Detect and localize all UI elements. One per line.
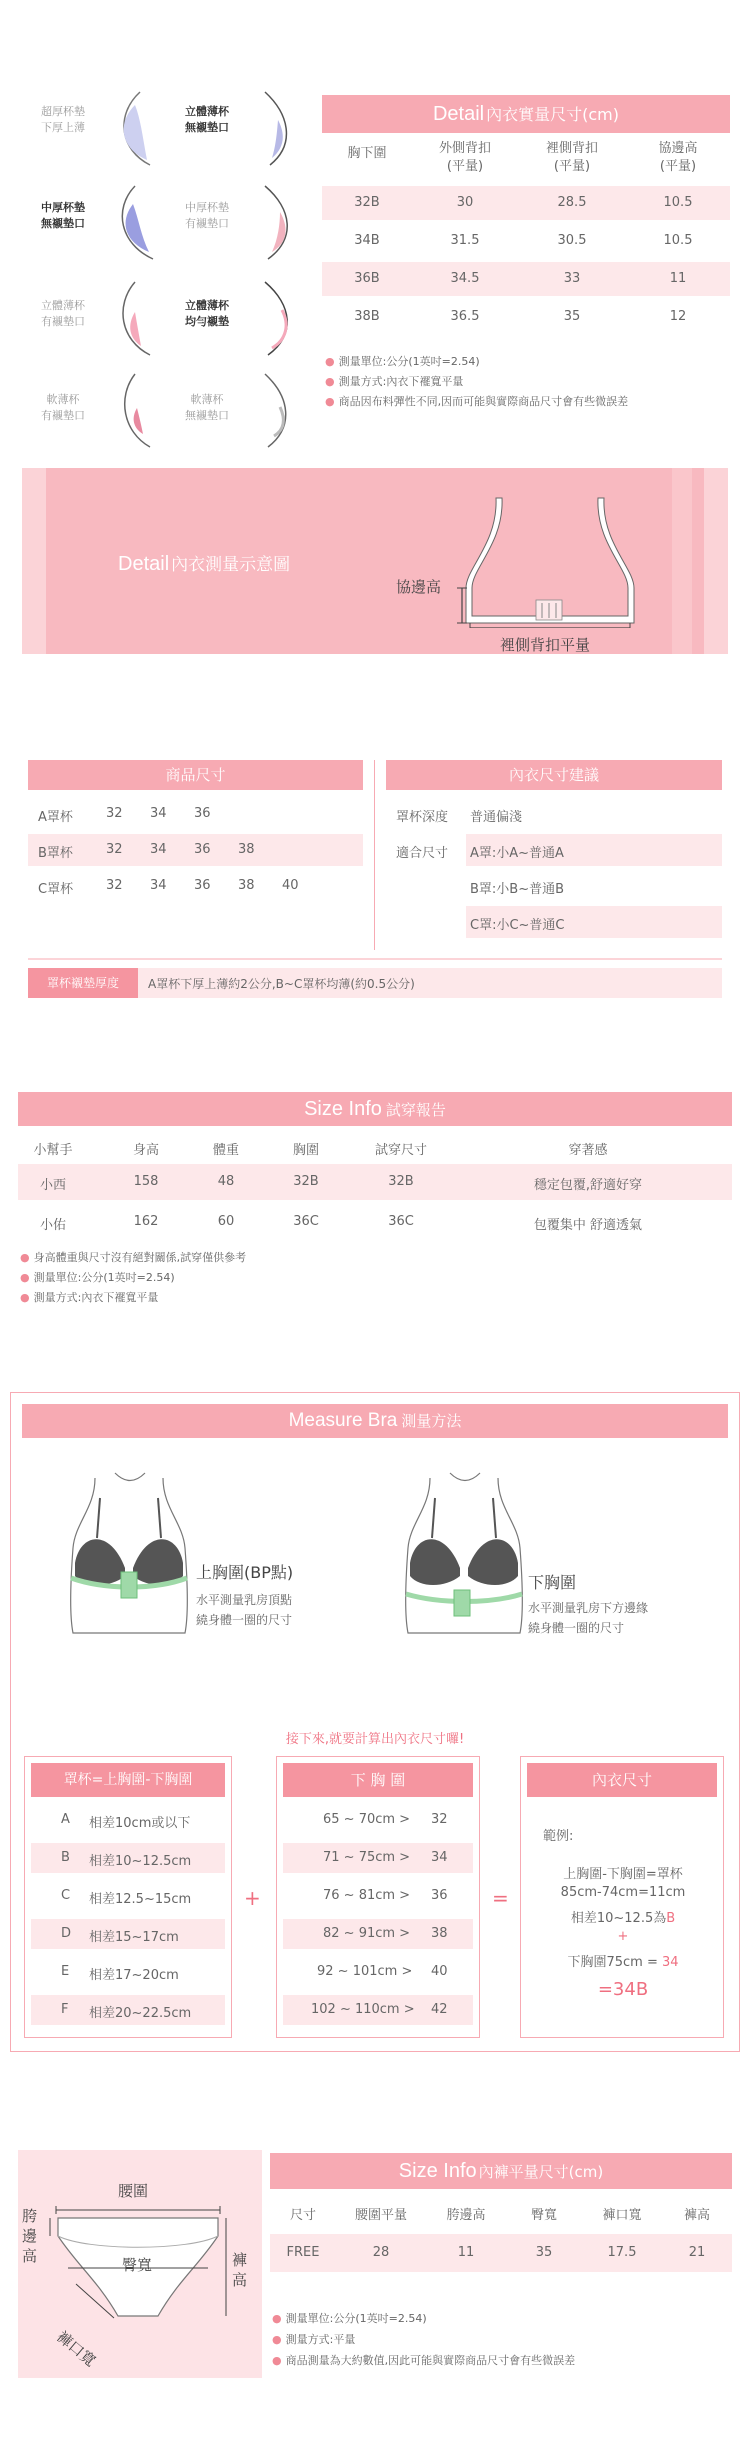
list-item: 82 ~ 91cm > 38: [283, 1919, 473, 1949]
panty-size-title-bar: Size Info 內褲平量尺寸(cm): [270, 2153, 732, 2189]
product-size-title: 商品尺寸: [28, 760, 363, 790]
list-item: A 相差10cm或以下: [61, 1812, 191, 1831]
measure-diagram-title: Detail 內衣測量示意圖: [118, 553, 291, 575]
detail-size-headers: 胸下圍 外側背扣 (平量) 裡側背扣 (平量) 協邊高 (平量): [347, 141, 698, 174]
fit-row-c: C罩:小C~普通C: [466, 906, 722, 938]
fit-report-title-bar: Size Info 試穿報告: [18, 1092, 732, 1126]
cup-label-2: 立體薄杯 無襯墊口: [185, 105, 229, 134]
detail-size-title-bar: Detail 內衣實量尺寸(cm): [322, 95, 730, 133]
label-waist: 腰圍: [118, 2182, 149, 2200]
cup-shape-1: [105, 90, 160, 170]
cup-shape-6: [250, 280, 305, 360]
lower-bust-title: 下胸圍: [528, 1573, 577, 1592]
table-row: FREE 28 11 35 17.5 21: [270, 2234, 732, 2272]
upper-bust-desc: 水平測量乳房頂點 繞身體一圈的尺寸: [196, 1593, 293, 1627]
table-row: 36B 34.5 33 11: [322, 262, 730, 296]
calc-prompt: 接下來,就要計算出內衣尺寸囉!: [285, 1732, 465, 1747]
table-row: 38B 36.5 35 12: [354, 309, 687, 324]
under-bust-box: 下 胸 圍 65 ~ 70cm > 32 71 ~ 75cm > 34 76 ~ 81cm > 36 82 ~ 91cm > 38 92 ~ 101cm > 40 102 ~ 110cm > 42: [276, 1756, 480, 2038]
label-hip: 臀寬: [122, 2256, 153, 2274]
upper-bust-title: 上胸圍(BP點): [196, 1563, 294, 1582]
list-item: F 相差20~22.5cm: [31, 1995, 225, 2025]
divider: [28, 958, 722, 960]
table-row: 32B 30 28.5 10.5: [322, 186, 730, 220]
cup-shape-2: [250, 90, 305, 170]
list-item: C 相差12.5~15cm: [61, 1888, 192, 1907]
cup-label-4: 中厚杯墊 有襯墊口: [185, 201, 229, 230]
detail-notes: ● 測量單位:公分(1英吋=2.54) ● 測量方式:內衣下襬寬平量 ● 商品因布料彈性不同,因而可能與實際商品尺寸會有些微誤差: [325, 355, 629, 408]
cup-shape-7: [105, 372, 160, 452]
label-side-height: 協邊高: [396, 578, 442, 596]
fit-row-a: 適合尺寸 A罩:小A~普通A: [386, 834, 722, 866]
plus-sign: +: [244, 1886, 261, 1910]
panty-notes: ● 測量單位:公分(1英吋=2.54) ● 測量方式:平量 ● 商品測量為大約數值,因此可能與實際商品尺寸會有些微誤差: [272, 2312, 576, 2367]
fit-report-headers: 小幫手 身高 體重 胸圍 試穿尺寸 穿著感: [33, 1143, 608, 1158]
pad-thickness-row: 罩杯襯墊厚度 A罩杯下厚上薄約2公分,B~C罩杯均薄(約0.5公分): [28, 968, 722, 998]
table-row: 小佑 162 60 36C 36C 包覆集中 舒適透氣: [39, 1214, 643, 1233]
label-back-width: 裡側背扣平量: [500, 636, 591, 654]
lower-bust-desc: 水平測量乳房下方邊緣 繞身體一圈的尺寸: [528, 1601, 649, 1635]
list-item: 65 ~ 70cm > 32: [323, 1812, 448, 1827]
panty-diagram: [18, 2150, 262, 2378]
table-row: 34B 31.5 30.5 10.5: [354, 233, 693, 248]
cup-label-3: 中厚杯墊 無襯墊口: [41, 201, 85, 230]
list-item: 76 ~ 81cm > 36: [323, 1888, 448, 1903]
equals-sign: =: [492, 1886, 509, 1910]
list-item: D 相差15~17cm: [31, 1919, 225, 1949]
measure-bra-title-bar: Measure Bra 測量方法: [22, 1404, 728, 1438]
cup-depth-row: 罩杯深度 普通偏淺: [396, 810, 523, 825]
table-row: B罩杯 32 34 36 38: [28, 834, 363, 866]
cup-label-6: 立體薄杯 均勻襯墊: [185, 299, 229, 328]
list-item: 92 ~ 101cm > 40: [317, 1964, 448, 1979]
result-box: 內衣尺寸 範例: 上胸圍-下胸圍=罩杯 85cm-74cm=11cm 相差10~12.5為B + 下胸圍75cm = 34 =34B: [520, 1756, 724, 2038]
cup-shape-4: [250, 184, 305, 264]
cup-label-5: 立體薄杯 有襯墊口: [41, 299, 85, 328]
label-side: 胯邊高: [22, 2207, 38, 2265]
table-row: A罩杯 32 34 36: [38, 806, 211, 825]
cup-shape-8: [250, 372, 305, 452]
cup-shape-3: [105, 184, 160, 264]
list-item: 71 ~ 75cm > 34: [283, 1843, 473, 1873]
measure-diagram-banner: [22, 468, 728, 654]
result-value: =34B: [597, 1979, 649, 2000]
table-row: 小西 158 48 32B 32B 穩定包覆,舒適好穿: [18, 1164, 732, 1200]
fit-report-notes: ● 身高體重與尺寸沒有絕對關係,試穿僅供參考 ● 測量單位:公分(1英吋=2.54) ● 測量方式:內衣下襬寬平量: [20, 1251, 247, 1304]
table-row: C罩杯 32 34 36 38 40: [38, 878, 299, 897]
upper-bust-mannequin: [55, 1468, 205, 1638]
cup-label-7: 軟薄杯 有襯墊口: [41, 393, 85, 422]
cup-label-8: 軟薄杯 無襯墊口: [185, 393, 229, 422]
list-item: E 相差17~20cm: [61, 1964, 179, 1983]
list-item: B 相差10~12.5cm: [31, 1843, 225, 1873]
lower-bust-mannequin: [390, 1468, 540, 1638]
vertical-divider: [374, 760, 375, 950]
fit-row-b: B罩:小B~普通B: [470, 882, 565, 897]
cup-label-1: 超厚杯墊 下厚上薄: [41, 105, 85, 134]
size-suggest-title: 內衣尺寸建議: [386, 760, 722, 790]
label-rise: 褲高: [232, 2251, 248, 2289]
list-item: 102 ~ 110cm > 42: [283, 1995, 473, 2025]
label-leg: 褲口寬: [53, 2327, 100, 2371]
cup-shape-5: [105, 280, 160, 360]
panty-size-headers: 尺寸 腰圍平量 胯邊高 臀寬 褲口寬 褲高: [289, 2208, 710, 2223]
cup-calc-box: 罩杯=上胸圍-下胸圍 A 相差10cm或以下 B 相差10~12.5cm C 相差12.5~15cm D 相差15~17cm E 相差17~20cm F 相差20~22.5cm: [24, 1756, 232, 2038]
bra-back-diagram: [432, 488, 662, 628]
